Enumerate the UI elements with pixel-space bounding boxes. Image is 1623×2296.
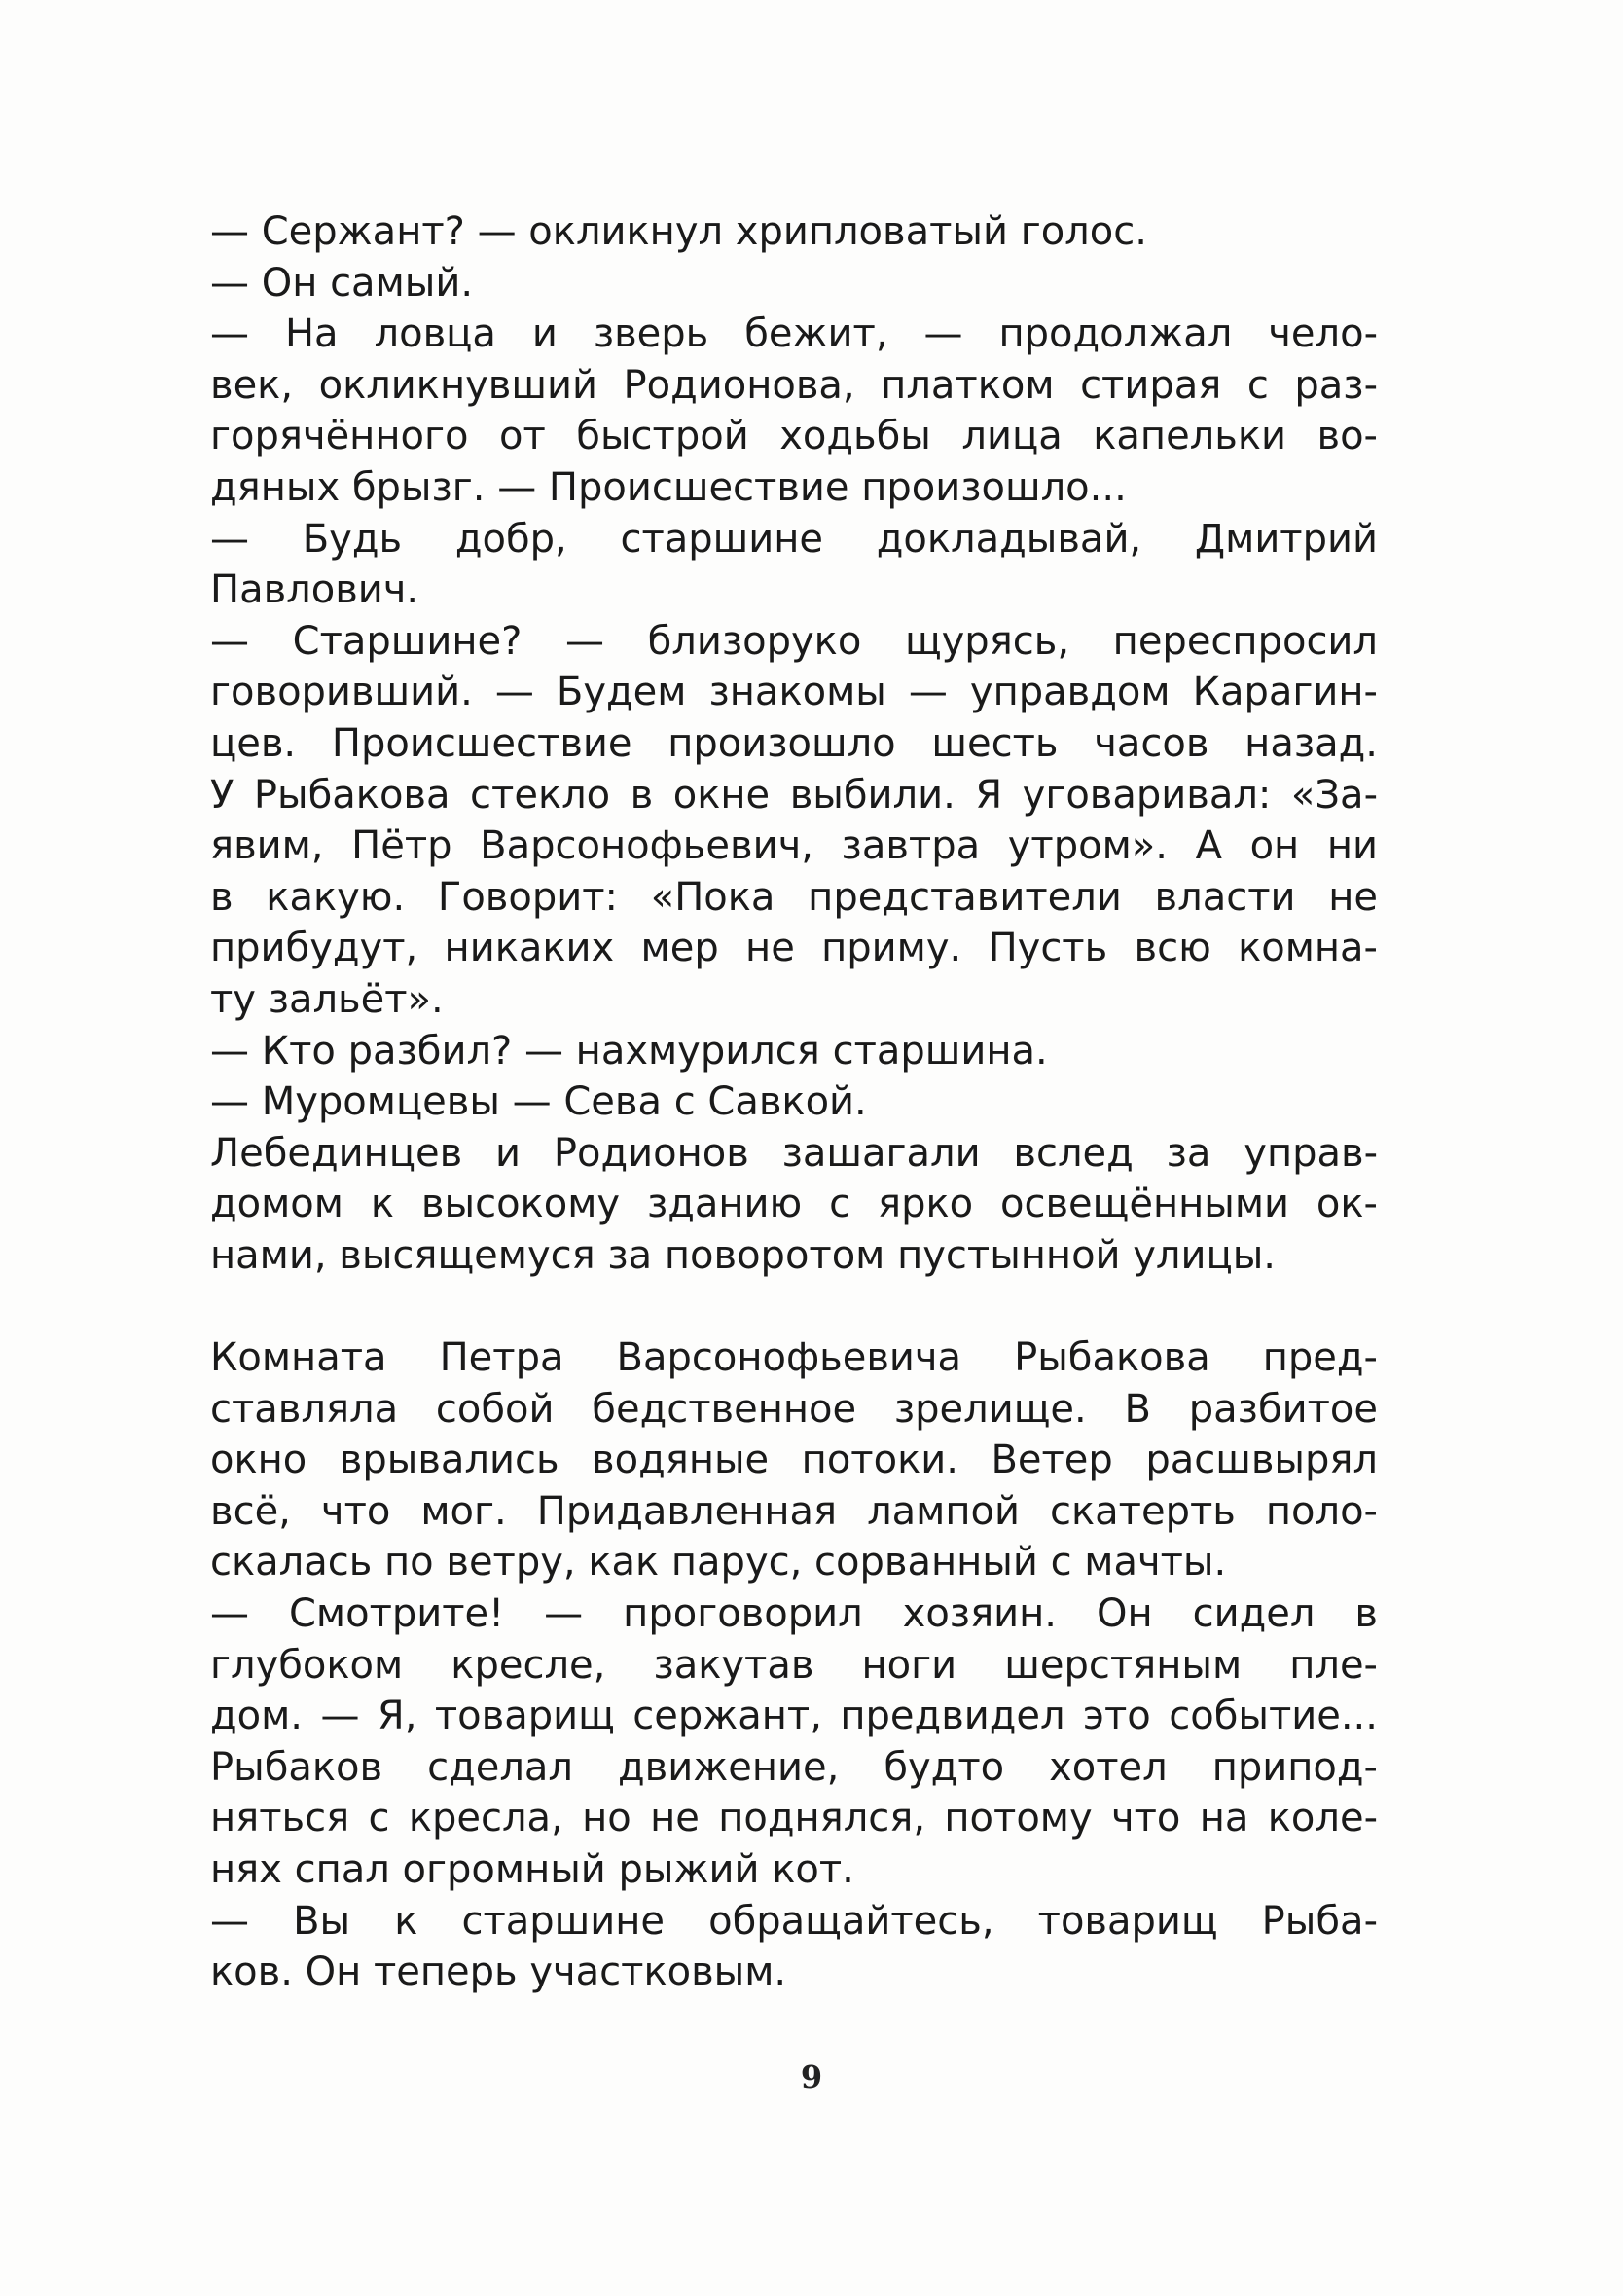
text-line: нами, высящемуся за поворотом пустынной улицы. — [210, 1232, 1277, 1278]
text-line: всё, что мог. Придавленная лампой скатерть поло- — [210, 1488, 1378, 1534]
text-line: — На ловца и зверь бежит, — продолжал чело- — [210, 311, 1378, 357]
text-line: дом. — Я, товарищ сержант, предвидел это событие... — [210, 1694, 1378, 1739]
section-gap — [210, 1281, 1378, 1332]
text-line: — Он самый. — [210, 260, 474, 306]
text-line: ту зальёт». — [210, 976, 444, 1022]
text-line: Рыбаков сделал движение, будто хотел припод- — [210, 1744, 1378, 1790]
text-line: ставляла собой бедственное зрелище. В разбитое — [210, 1386, 1378, 1432]
text-line: в какую. Говорит: «Пока представители власти не — [210, 874, 1378, 920]
text-line: цев. Происшествие произошло шесть часов назад. — [210, 720, 1378, 766]
text-line: У Рыбакова стекло в окне выбили. Я уговаривал: «За- — [210, 772, 1378, 818]
text-line: дяных брызг. — Происшествие произошло... — [210, 464, 1127, 510]
text-line: — Старшине? — близоруко щурясь, переспросил — [210, 618, 1378, 664]
text-line: — Муромцевы — Сева с Савкой. — [210, 1079, 867, 1125]
text-line: прибудут, никаких мер не приму. Пусть всю комна- — [210, 926, 1378, 971]
text-body — [210, 206, 1378, 1998]
text-line: — Сержант? — окликнул хрипловатый голос. — [210, 209, 1147, 254]
text-line: — Вы к старшине обращайтесь, товарищ Рыба- — [210, 1898, 1378, 1944]
text-line: няться с кресла, но не поднялся, потому что на коле- — [210, 1796, 1378, 1841]
text-line: горячённого от быстрой ходьбы лица капельки во- — [210, 414, 1378, 459]
text-line: Комната Петра Варсонофьевича Рыбакова пред- — [210, 1335, 1378, 1381]
text-line: говоривший. — Будем знакомы — управдом Карагин- — [210, 670, 1378, 715]
text-line: Павлович. — [210, 567, 419, 613]
text-line: глубоком кресле, закутав ноги шерстяным пле- — [210, 1642, 1378, 1688]
text-line: окно врывались водяные потоки. Ветер расшвырял — [210, 1438, 1378, 1483]
text-line: домом к высокому зданию с ярко освещёнными ок- — [210, 1182, 1378, 1227]
text-line: явим, Пётр Варсонофьевич, завтра утром». А он ни — [210, 823, 1378, 869]
text-line: — Смотрите! — проговорил хозяин. Он сидел в — [210, 1591, 1378, 1637]
text-line: век, окликнувший Родионова, платком стирая с раз- — [210, 362, 1378, 408]
text-line: ков. Он теперь участковым. — [210, 1950, 787, 1995]
text-line: скалась по ветру, как парус, сорванный с мачты. — [210, 1540, 1227, 1585]
page-number: 9 — [800, 2059, 823, 2096]
text-line: Лебединцев и Родионов зашагали вслед за управ- — [210, 1130, 1378, 1176]
text-line: — Кто разбил? — нахмурился старшина. — [210, 1028, 1048, 1074]
text-line: нях спал огромный рыжий кот. — [210, 1847, 854, 1892]
text-line: — Будь добр, старшине докладывай, Дмитрий — [210, 516, 1378, 562]
